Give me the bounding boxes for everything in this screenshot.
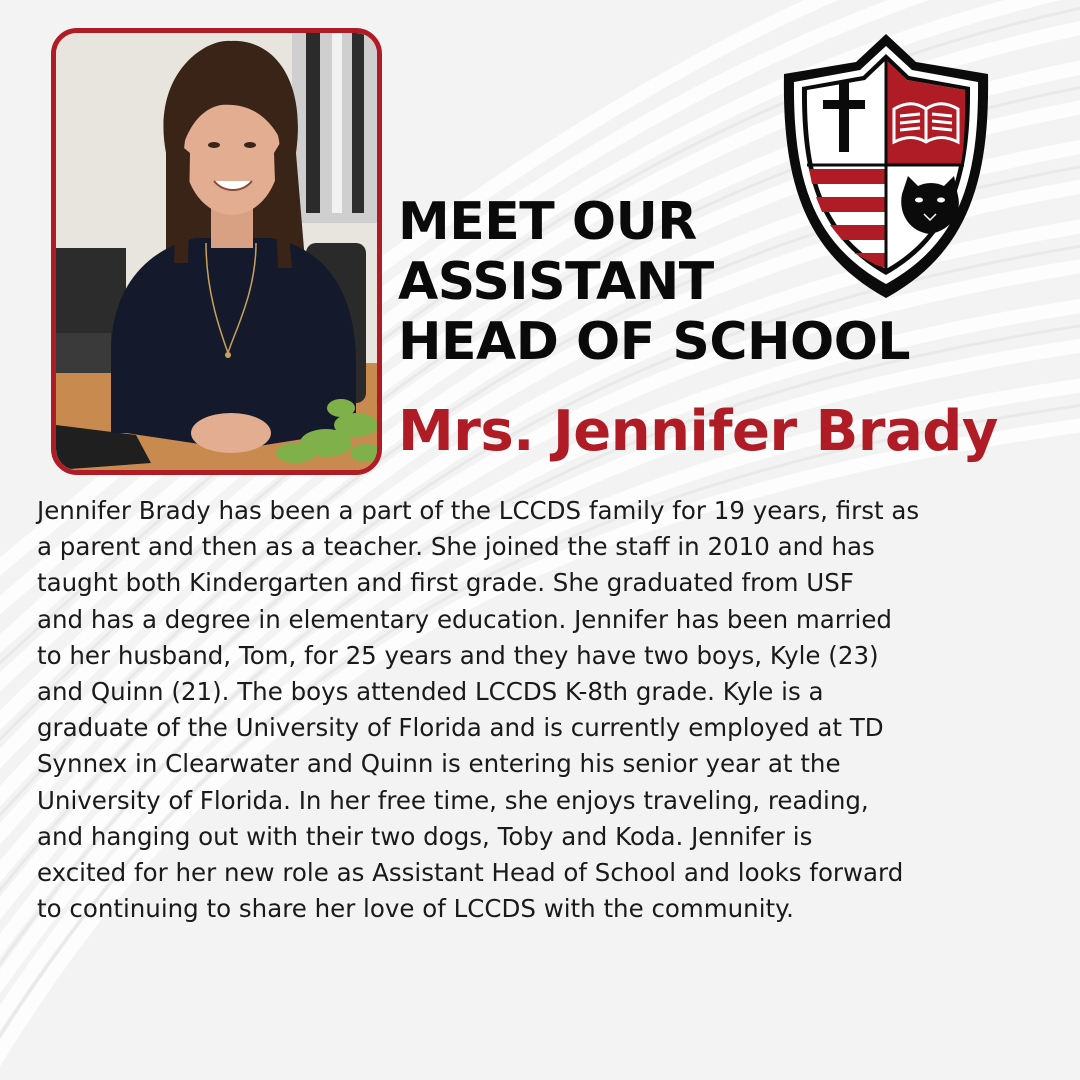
headline-line: MEET OUR bbox=[398, 192, 697, 252]
bio-line: excited for her new role as Assistant Head of School and looks forward bbox=[37, 858, 904, 888]
bio-line: a parent and then as a teacher. She joined the staff in 2010 and has bbox=[37, 532, 875, 562]
bio-line: to continuing to share her love of LCCDS with the community. bbox=[37, 894, 794, 924]
bio-line: and has a degree in elementary education. Jennifer has been married bbox=[37, 604, 892, 634]
bio-line: Synnex in Clearwater and Quinn is entering his senior year at the bbox=[37, 749, 841, 779]
headline-line: HEAD OF SCHOOL bbox=[398, 312, 911, 372]
bio-text bbox=[37, 493, 1059, 927]
bio-line: Jennifer Brady has been a part of the LCCDS family for 19 years, first as bbox=[37, 496, 920, 525]
headline-line: ASSISTANT bbox=[398, 252, 714, 312]
bio-line: taught both Kindergarten and first grade. She graduated from USF bbox=[37, 568, 854, 598]
open-book-icon bbox=[894, 104, 958, 142]
bio-line: and hanging out with their two dogs, Toby and Koda. Jennifer is bbox=[37, 821, 813, 851]
headline bbox=[398, 192, 910, 372]
bio-line: University of Florida. In her free time, she enjoys traveling, reading, bbox=[37, 785, 869, 815]
bio-line: graduate of the University of Florida and is currently employed at TD bbox=[37, 713, 884, 743]
bio-line: and Quinn (21). The boys attended LCCDS K-8th grade. Kyle is a bbox=[37, 677, 824, 707]
bio-line: to her husband, Tom, for 25 years and they have two boys, Kyle (23) bbox=[37, 640, 879, 670]
portrait-photo bbox=[51, 28, 382, 475]
person-name: Mrs. Jennifer Brady bbox=[398, 399, 998, 464]
